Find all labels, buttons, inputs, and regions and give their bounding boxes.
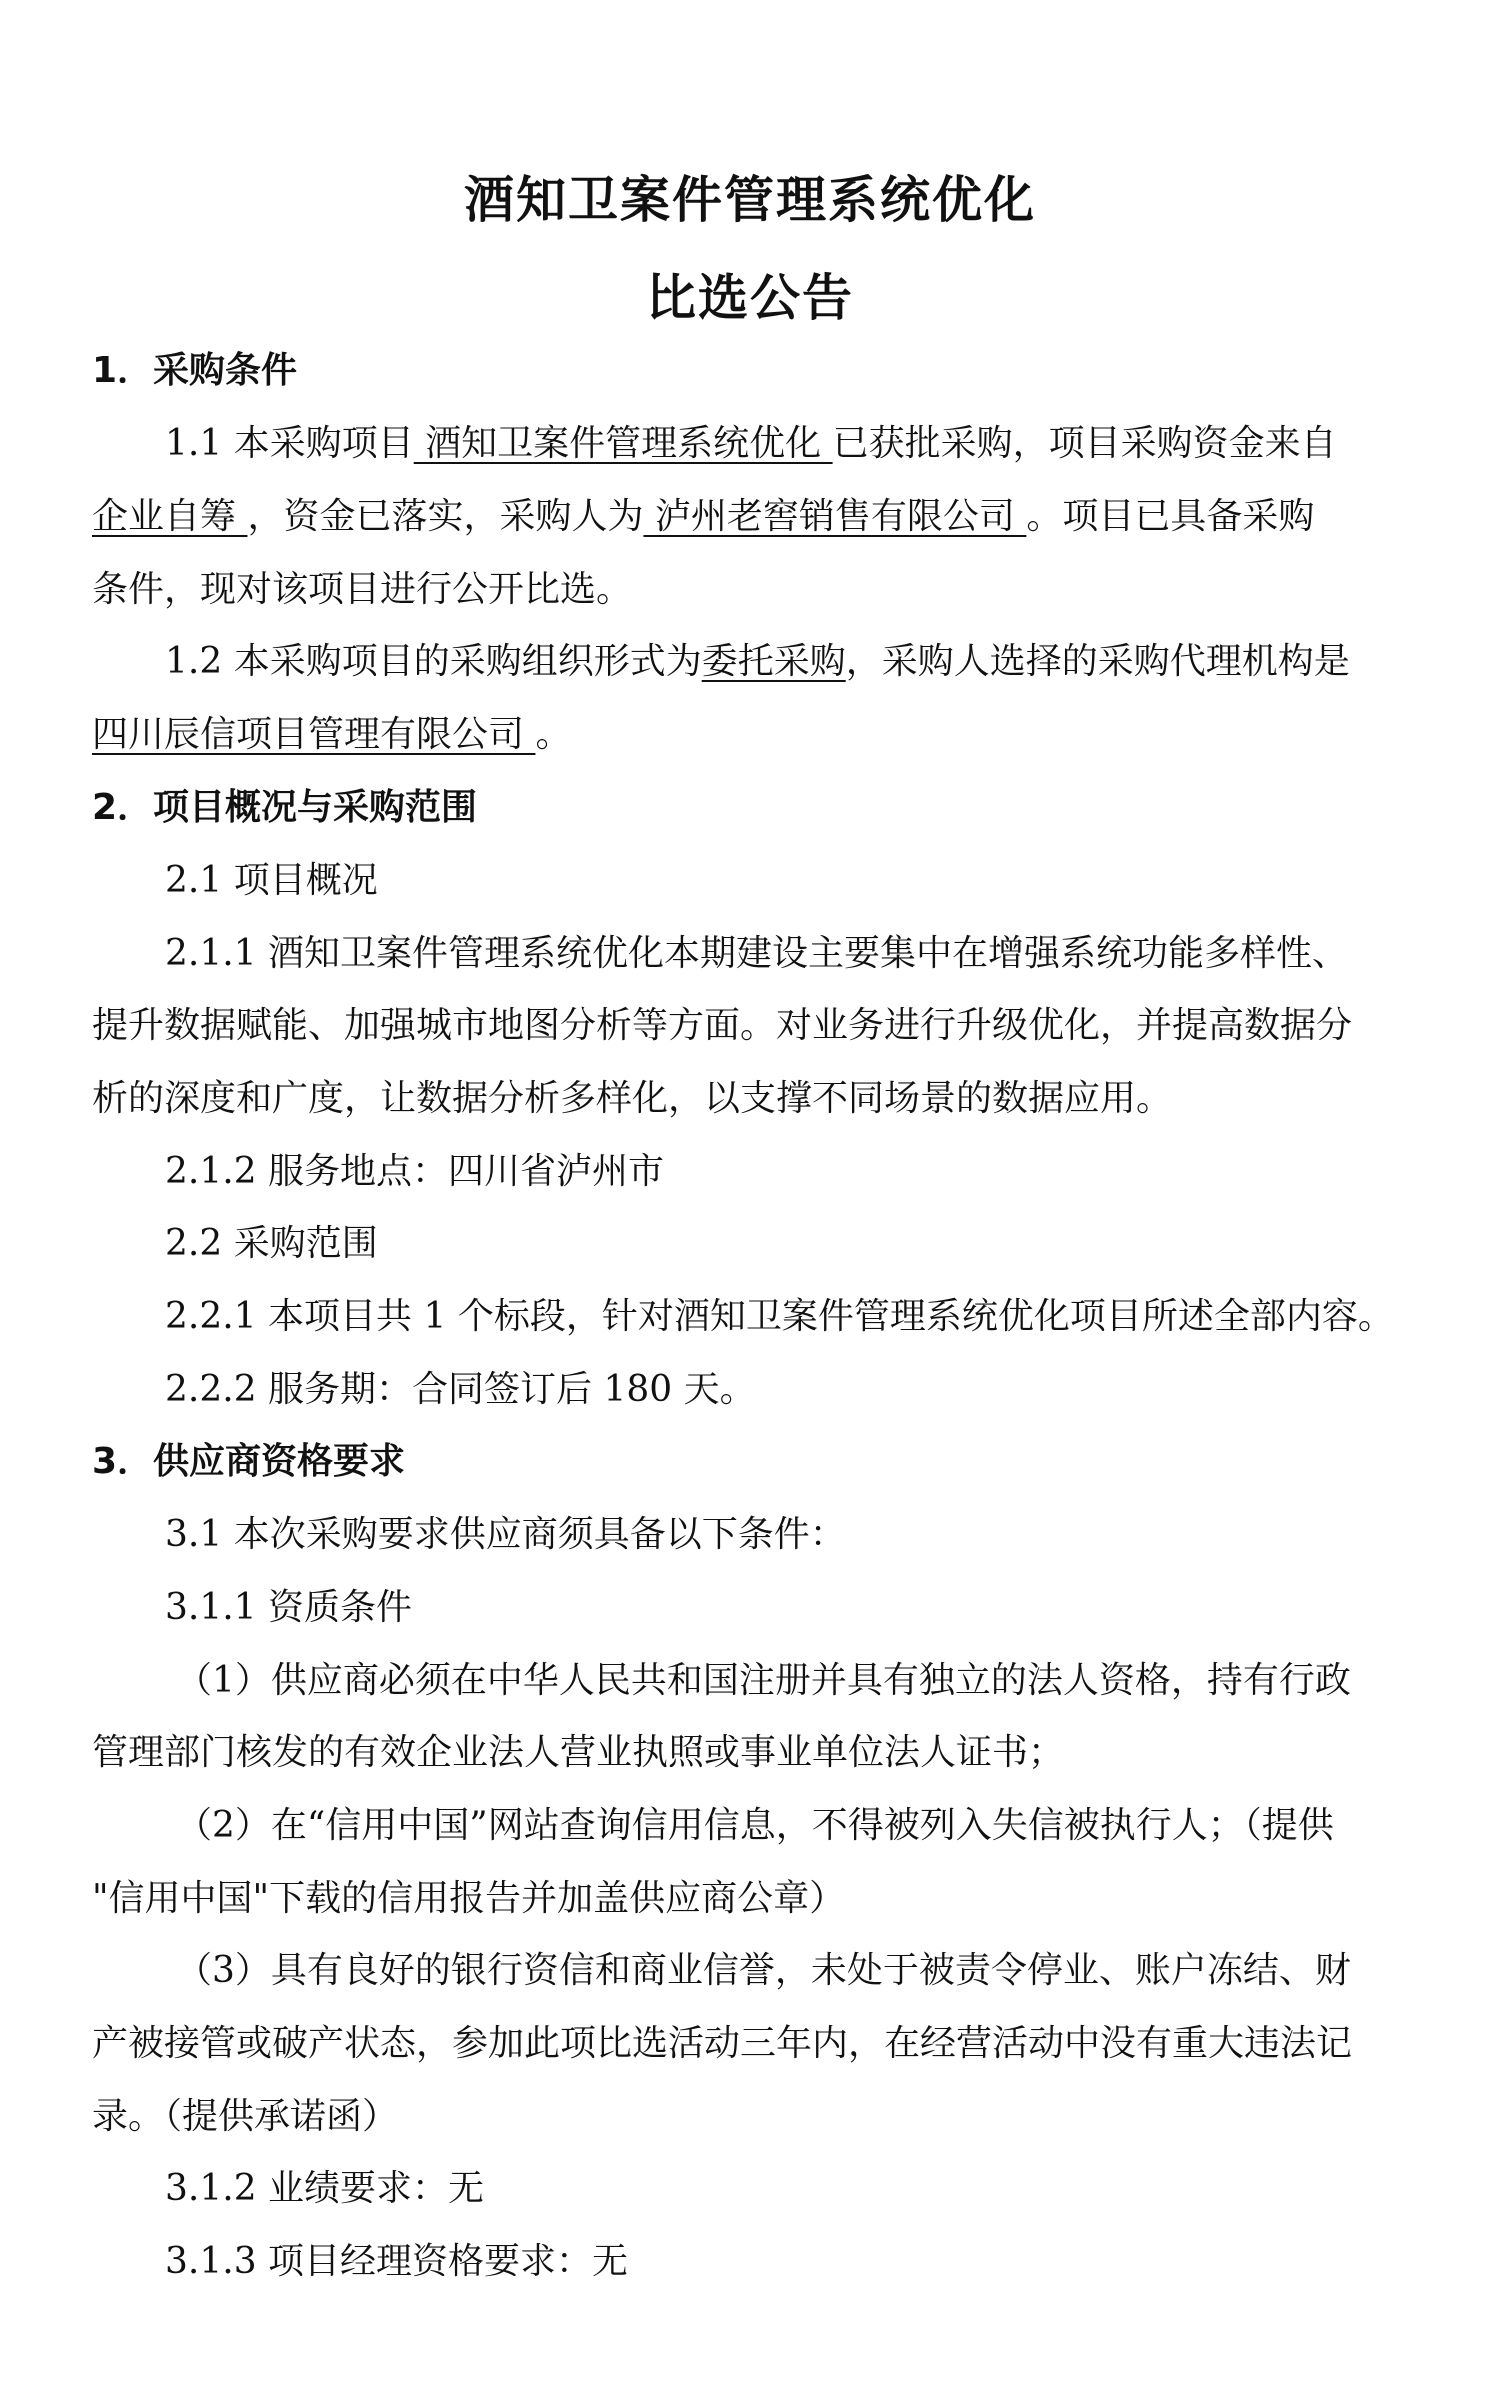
text: 1.2 本采购项目的采购组织形式为 xyxy=(165,641,702,682)
text: ，采购人选择的采购代理机构是 xyxy=(845,641,1350,682)
paragraph-2-2: 2.2 采购范围 xyxy=(165,1223,378,1264)
text: 已获批采购，项目采购资金来自 xyxy=(832,423,1337,464)
paragraph-3-1: 3.1 本次采购要求供应商须具备以下条件： xyxy=(165,1514,846,1555)
paragraph-1-2-line-1 xyxy=(165,638,1495,686)
condition-3-line-3: 录。（提供承诺函） xyxy=(92,2096,399,2137)
paragraph-2-2-1: 2.2.1 本项目共 1 个标段，针对酒知卫案件管理系统优化项目所述全部内容。 xyxy=(165,1296,1394,1337)
text: 。 xyxy=(535,714,572,755)
condition-3-line-1: （3）具有良好的银行资信和商业信誉，未处于被责令停业、账户冻结、财 xyxy=(176,1950,1351,1991)
paragraph-3-1-3: 3.1.3 项目经理资格要求：无 xyxy=(165,2241,629,2282)
condition-3-line-2: 产被接管或破产状态，参加此项比选活动三年内，在经营活动中没有重大违法记 xyxy=(92,2023,1353,2064)
procurement-form: 委托采购 xyxy=(701,641,846,682)
paragraph-2-1-1-line-1: 2.1.1 酒知卫案件管理系统优化本期建设主要集中在增强系统功能多样性、 xyxy=(165,933,1349,974)
agency-name: 四川辰信项目管理有限公司 xyxy=(92,714,536,755)
paragraph-1-1-line-3: 条件，现对该项目进行公开比选。 xyxy=(92,569,633,610)
paragraph-1-1-line-2 xyxy=(92,493,1422,541)
paragraph-2-2-2: 2.2.2 服务期：合同签订后 180 天。 xyxy=(165,1369,756,1410)
condition-2-line-1: （2）在“信用中国”网站查询信用信息，不得被列入失信被执行人；（提供 xyxy=(176,1805,1334,1846)
fund-source: 企业自筹 xyxy=(92,496,248,537)
paragraph-3-1-2: 3.1.2 业绩要求：无 xyxy=(165,2168,485,2209)
paragraph-1-1-line-1 xyxy=(165,420,1495,468)
project-name: 酒知卫案件管理系统优化 xyxy=(413,423,833,464)
buyer-name: 泸州老窖销售有限公司 xyxy=(643,496,1027,537)
paragraph-3-1-1: 3.1.1 资质条件 xyxy=(165,1587,413,1628)
condition-1-line-2: 管理部门核发的有效企业法人营业执照或事业单位法人证书； xyxy=(92,1732,1065,1773)
condition-1-line-1: （1）供应商必须在中华人民共和国注册并具有独立的法人资格，持有行政 xyxy=(176,1660,1351,1701)
section-1-heading: 1．采购条件 xyxy=(92,350,298,391)
section-3-heading: 3．供应商资格要求 xyxy=(92,1441,406,1482)
paragraph-2-1: 2.1 项目概况 xyxy=(165,860,378,901)
text: 。项目已具备采购 xyxy=(1026,496,1315,537)
section-2-heading: 2．项目概况与采购范围 xyxy=(92,787,478,828)
paragraph-2-1-1-line-2: 提升数据赋能、加强城市地图分析等方面。对业务进行升级优化，并提高数据分 xyxy=(92,1005,1353,1046)
paragraph-2-1-1-line-3: 析的深度和广度，让数据分析多样化，以支撑不同场景的数据应用。 xyxy=(92,1078,1173,1119)
paragraph-1-2-line-2 xyxy=(92,711,1422,759)
paragraph-2-1-2: 2.1.2 服务地点：四川省泸州市 xyxy=(165,1151,665,1192)
document-subtitle: 比选公告 xyxy=(646,269,854,327)
text: 1.1 本采购项目 xyxy=(165,423,414,464)
document-title: 酒知卫案件管理系统优化 xyxy=(464,171,1036,229)
text: ，资金已落实，采购人为 xyxy=(247,496,644,537)
condition-2-line-2: "信用中国"下载的信用报告并加盖供应商公章） xyxy=(92,1878,846,1919)
